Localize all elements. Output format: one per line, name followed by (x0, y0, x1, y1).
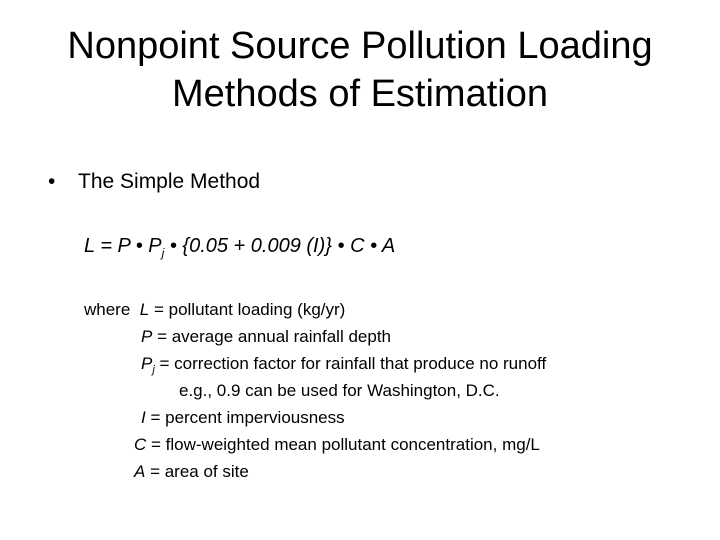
symbol-C: C (134, 435, 147, 454)
definition-C-text: = flow-weighted mean pollutant concentration, mg/L (146, 435, 540, 454)
definition-I (141, 404, 345, 431)
symbol-Pj-sub: j (152, 364, 155, 376)
definition-P (141, 323, 391, 350)
definition-L-text: = pollutant loading (kg/yr) (149, 300, 346, 319)
symbol-P: P (141, 327, 153, 346)
formula-subscript: j (161, 246, 165, 260)
symbol-I: I (141, 408, 146, 427)
formula-part-1: L = P • P (84, 235, 162, 257)
definition-A (134, 458, 249, 485)
formula-part-2: • {0.05 + 0.009 (I)} • C • A (164, 235, 396, 257)
definition-L (84, 296, 345, 323)
where-label: where (84, 300, 131, 319)
bullet-marker: • (48, 170, 56, 193)
title-line-1: Nonpoint Source Pollution Loading (67, 25, 653, 67)
symbol-A: A (134, 462, 146, 481)
simple-method-formula (84, 232, 395, 267)
definition-P-text: = average annual rainfall depth (152, 327, 391, 346)
symbol-Pj: P (141, 354, 153, 373)
definition-example: e.g., 0.9 can be used for Washington, D.C. (179, 381, 500, 400)
symbol-L: L (139, 300, 150, 319)
bullet-text: The Simple Method (78, 170, 261, 193)
title-line-2: Methods of Estimation (172, 73, 548, 115)
definition-C (134, 431, 540, 458)
definition-Pj-text: = correction factor for rainfall that produce no runoff (154, 354, 547, 373)
definition-A-text: = area of site (145, 462, 249, 481)
bullet-item (48, 168, 260, 196)
definition-I-text: = percent imperviousness (145, 408, 345, 427)
slide-title (0, 22, 720, 118)
